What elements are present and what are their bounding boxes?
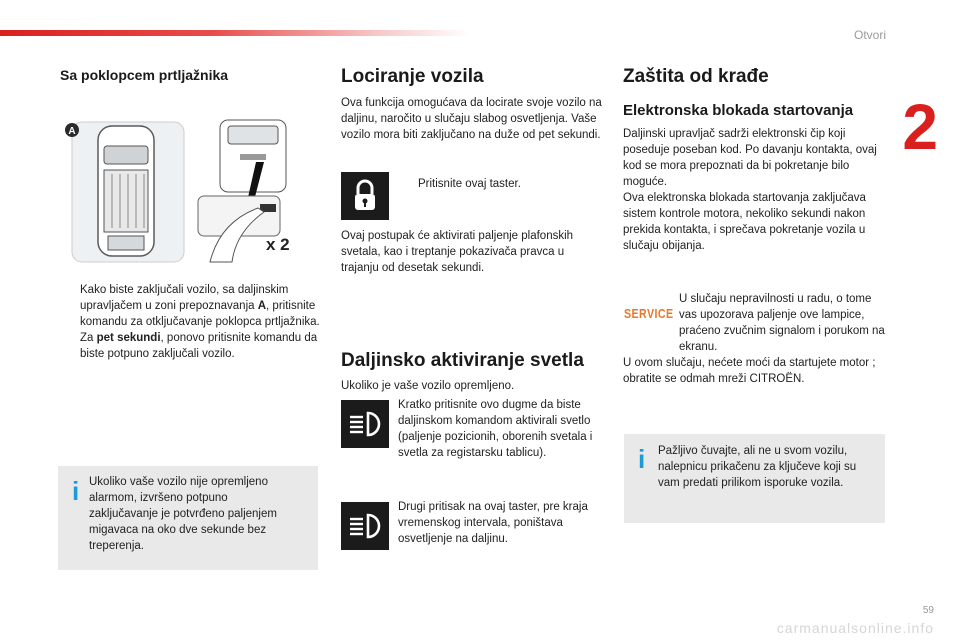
page-number: 59 (922, 605, 934, 616)
info-text-alarm: Ukoliko vaše vozilo nije opremljeno alarmom, izvršeno potpuno zaključavanje je potvrđeno paljenjem migavaca na oko dve sekunde bez treperenja. (89, 476, 277, 552)
info-box-alarm (58, 466, 318, 570)
section-title-remote-lights: Daljinsko aktiviranje svetla (341, 350, 584, 371)
figure-multiplier: x 2 (266, 235, 290, 254)
trunk-figure (60, 112, 300, 267)
section-title-theft: Zaštita od krađe (623, 66, 769, 87)
trunk-instructions (60, 282, 322, 362)
service-text: U slučaju nepravilnosti u radu, o tome vas upozorava paljenje ove lampice, praćeno zvučnim signalom i porukom na ekranu. (679, 293, 885, 353)
immobiliser-body: Daljinski upravljač sadrži elektronski čip koji poseduje poseban kod. Po davanju kontakta, ovaj kod se mora prepoznati da bi pokretanje bilo moguće. Ova elektronska blokada startovanja zaključava sistem kontrole motora, nekoliko sekundi nakon prekida kontakta, i sprečava pokretanje vozila u slučaju obijanja. (623, 128, 877, 252)
section-title-trunk: Sa poklopcem prtljažnika (60, 67, 229, 83)
header-accent-bar (0, 30, 470, 36)
lights-button-icon-1 (341, 400, 389, 448)
locate-intro: Ova funkcija omogućava da locirate svoje vozilo na daljinu, naročito u slučaju slabog osvetljenja. Vaše vozilo mora biti zaključano na duže od pet sekundi. (341, 97, 602, 141)
service-after: U ovom slučaju, nećete moći da startujete motor ; obratite se odmah mreži CITROËN. (623, 357, 876, 385)
remote-lights-text-1: Kratko pritisnite ovo dugme da biste daljinskom komandom aktivirali svetlo (paljenje pozicionih, oborenih svetala i svetla za registarsku tablicu). (398, 399, 593, 459)
locate-step: Pritisnite ovaj taster. (418, 178, 521, 190)
watermark: carmanualsonline.info (776, 620, 934, 636)
section-label: Otvori (853, 28, 886, 42)
info-text-key-label: Pažljivo čuvajte, ali ne u svom vozilu, nalepnicu prikačenu za ključeve koji su vam predati prilikom isporuke vozila. (658, 445, 857, 489)
info-icon: i (638, 444, 646, 474)
locate-after: Ovaj postupak će aktivirati paljenje plafonskih svetala, kao i treptanje pokazivača pravca u trajanju od desetak sekundi. (341, 230, 574, 274)
info-icon: i (72, 476, 80, 506)
chapter-number: 2 (902, 91, 938, 163)
subtitle-immobiliser: Elektronska blokada startovanja (623, 102, 854, 119)
remote-lights-intro: Ukoliko je vaše vozilo opremljeno. (341, 380, 515, 392)
lights-button-icon-2 (341, 502, 389, 550)
trunk-step-2: Za pet sekundi, ponovo pritisnite komandu da biste potpuno zaključali vozilo. (80, 332, 318, 360)
section-title-locate: Lociranje vozila (341, 66, 484, 87)
info-box-key-label (624, 434, 885, 523)
figure-label-a: A (68, 126, 76, 137)
trunk-step-1: Kako biste zaključali vozilo, sa daljinskim upravljačem u zoni prepoznavanja A, pritisnite komandu za otključavanje poklopca prtljažnika. (80, 284, 320, 328)
service-warning-icon: SERVICE (624, 306, 674, 321)
remote-lights-text-2: Drugi pritisak na ovaj taster, pre kraja vremenskog intervala, poništava osvetljenje na daljinu. (398, 501, 588, 545)
lock-button-icon (341, 172, 389, 220)
